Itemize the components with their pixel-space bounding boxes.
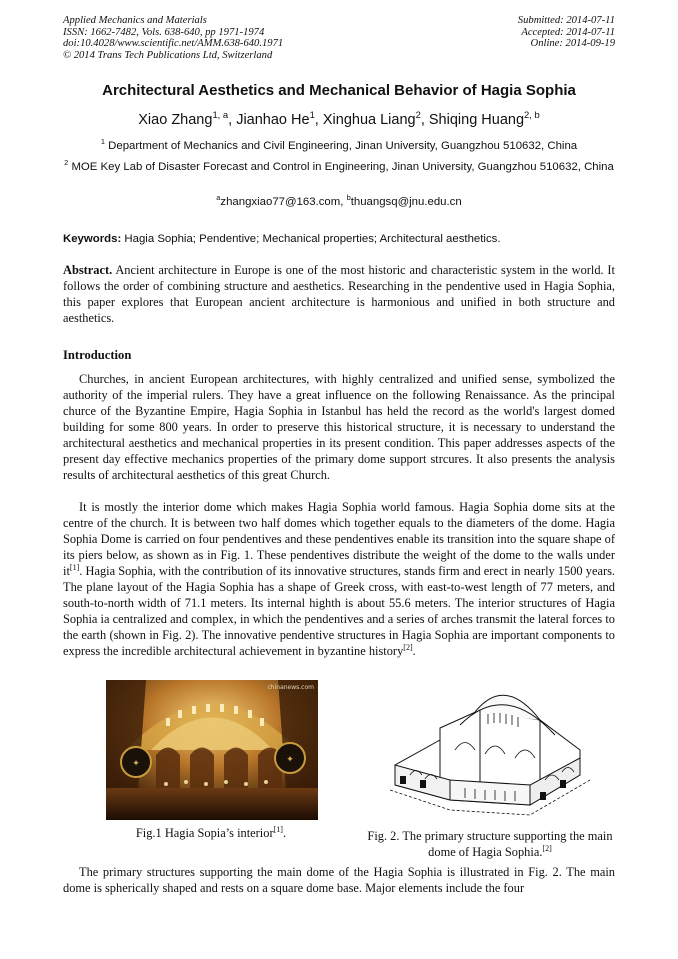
author-sup: 1, a (212, 109, 229, 121)
citation-ref[interactable]: [1] (69, 562, 80, 572)
keywords-text: Hagia Sophia; Pendentive; Mechanical properties; Architectural aesthetics. (124, 233, 501, 245)
svg-text:✦: ✦ (286, 755, 294, 765)
citation-ref[interactable]: [2] (542, 843, 552, 853)
author-name: Shiqing Huang (428, 112, 525, 128)
figure-1-image (106, 680, 318, 820)
keywords (63, 233, 501, 245)
affiliation-sup: 2 (64, 158, 69, 168)
author-name: Xinghua Liang (322, 112, 416, 128)
author-sup: 2 (415, 109, 421, 121)
affiliation-2 (60, 160, 618, 174)
hagia-sophia-interior-photo (106, 680, 318, 820)
image-watermark: chinanews.com (267, 684, 314, 691)
intro-paragraph-3: The primary structures supporting the main dome of the Hagia Sophia is illustrated in Fig. 2. The main dome is spherically shaped and rests on a square dome base. Major elements include the four (63, 865, 615, 895)
author-list: Xiao Zhang$^{1, a}$, Jianhao He$^1$, Xinghua Liang$^2$, Shiqing Huang$^{2, b}$ (138, 109, 540, 128)
journal-info (63, 15, 283, 61)
copyright: © 2014 Trans Tech Publications Ltd, Switzerland (63, 49, 273, 61)
email-link[interactable]: thuangsq@jnu.edu.cn (350, 196, 462, 208)
affiliation-text: MOE Key Lab of Disaster Forecast and Control in Engineering, Jinan University, Guangzhou 510632, China (71, 161, 614, 173)
abstract (63, 262, 615, 326)
svg-text:✦: ✦ (132, 759, 140, 769)
figure-2-image (380, 680, 600, 830)
citation-ref[interactable]: [2] (403, 642, 413, 652)
email-link[interactable]: zhangxiao77@163.com (220, 196, 341, 208)
paragraph-text: . (412, 644, 416, 658)
author-name: Xiao Zhang (138, 112, 213, 128)
journal-name: Applied Mechanics and Materials (63, 15, 207, 26)
submission-dates (518, 15, 615, 50)
caption-text: Fig.1 Hagia Sopia’s interior (135, 826, 274, 840)
affiliation-1 (60, 139, 618, 153)
intro-paragraph-1: Churches, in ancient European architectures, with highly centralized and unified sense, symbolized the authority of the imperial rulers. They have a great influence on the following Renaissance. As the principal churce of the Byzantine Empire, Hagia Sophia in Istanbul has held the record as the world's largest domed building for some 800 years. In order to preserve this historical structure, it is necessary to understand the architectural aesthetics and mechanical properties in its present condition. This paper addresses aspects of the present day effective mechanics properties of the primary dome support strcures. It also presents the analysis results of architectural aesthetics of this great Church. (63, 372, 615, 482)
paper-title: Architectural Aesthetics and Mechanical Behavior of Hagia Sophia (102, 82, 576, 99)
abstract-text: Ancient architecture in Europe is one of the most historic and characteristic system in the world. It follows the order of combining structure and aesthetics. Researching in the pendentive used in Hagia Sophia, this paper explores that European ancient architecture is harmonious and unified in both structure and aesthetics. (63, 263, 616, 325)
structure-drawing (380, 680, 600, 830)
section-heading-introduction: Introduction (63, 348, 132, 362)
figure-2-caption (365, 828, 615, 860)
email-sup: b (346, 193, 351, 203)
paragraph-text: . Hagia Sophia, with the contribution of its innovative structures, stands firm and erect in nearly 1500 years. The plane layout of the Hagia Sophia has a shape of Greek cross, with east-to-west length of 77 meters, and south-to-north width of 71.1 meters. Its internal highth is about 55.6 meters. The interior structures of Hagia Sophia ia centralized and complex, in which the pendentives and a series of arches transmit the lateral forces to the earth (shown in Fig. 2). The innovative pendentive structures in Hagia Sophia are important components to express the incredible architectural achievement in byzantine history (63, 564, 615, 658)
submitted-date: Submitted: 2014-07-11 (517, 15, 615, 26)
author-emails: $^a$zhangxiao77@163.com, $^b$thuangsq@jnu.edu.cn (216, 193, 462, 208)
abstract-label: Abstract. (63, 263, 113, 277)
author-sup: 1 (309, 109, 315, 121)
citation-ref[interactable]: [1] (273, 824, 283, 834)
journal-issn: ISSN: 1662-7482, Vols. 638-640, pp 1971-1974 (63, 26, 265, 38)
email-sup: a (216, 193, 221, 203)
doi-link[interactable]: doi:10.4028/www.scientific.net/AMM.638-640.1971 (63, 38, 284, 50)
accepted-date: Accepted: 2014-07-11 (521, 26, 615, 38)
affiliation-sup: 1 (100, 137, 105, 147)
caption-end: . (282, 826, 287, 840)
keywords-label: Keywords: (63, 233, 122, 245)
author-sup: 2, b (524, 109, 540, 121)
caption-text: Fig. 2. The primary structure supporting the main dome of Hagia Sophia. (367, 829, 613, 859)
online-date: Online: 2014-09-19 (530, 38, 615, 50)
intro-paragraph-2 (63, 499, 615, 659)
author-name: Jianhao He (236, 112, 310, 128)
affiliation-text: Department of Mechanics and Civil Engineering, Jinan University, Guangzhou 510632, China (108, 140, 578, 152)
paragraph-text: It is mostly the interior dome which makes Hagia Sophia world famous. Hagia Sophia dome sits at the centre of the church. It is between two half domes which together equals to the diameters of the dome. Hagia Sophia Dome is carried on four pendentives and these pendentives enable its transition into the square shape of its piers below, as shown as in Fig. 1. These pendentives distribute the weight of the dome to the walls under it (63, 500, 615, 578)
figure-1-caption (96, 826, 326, 841)
